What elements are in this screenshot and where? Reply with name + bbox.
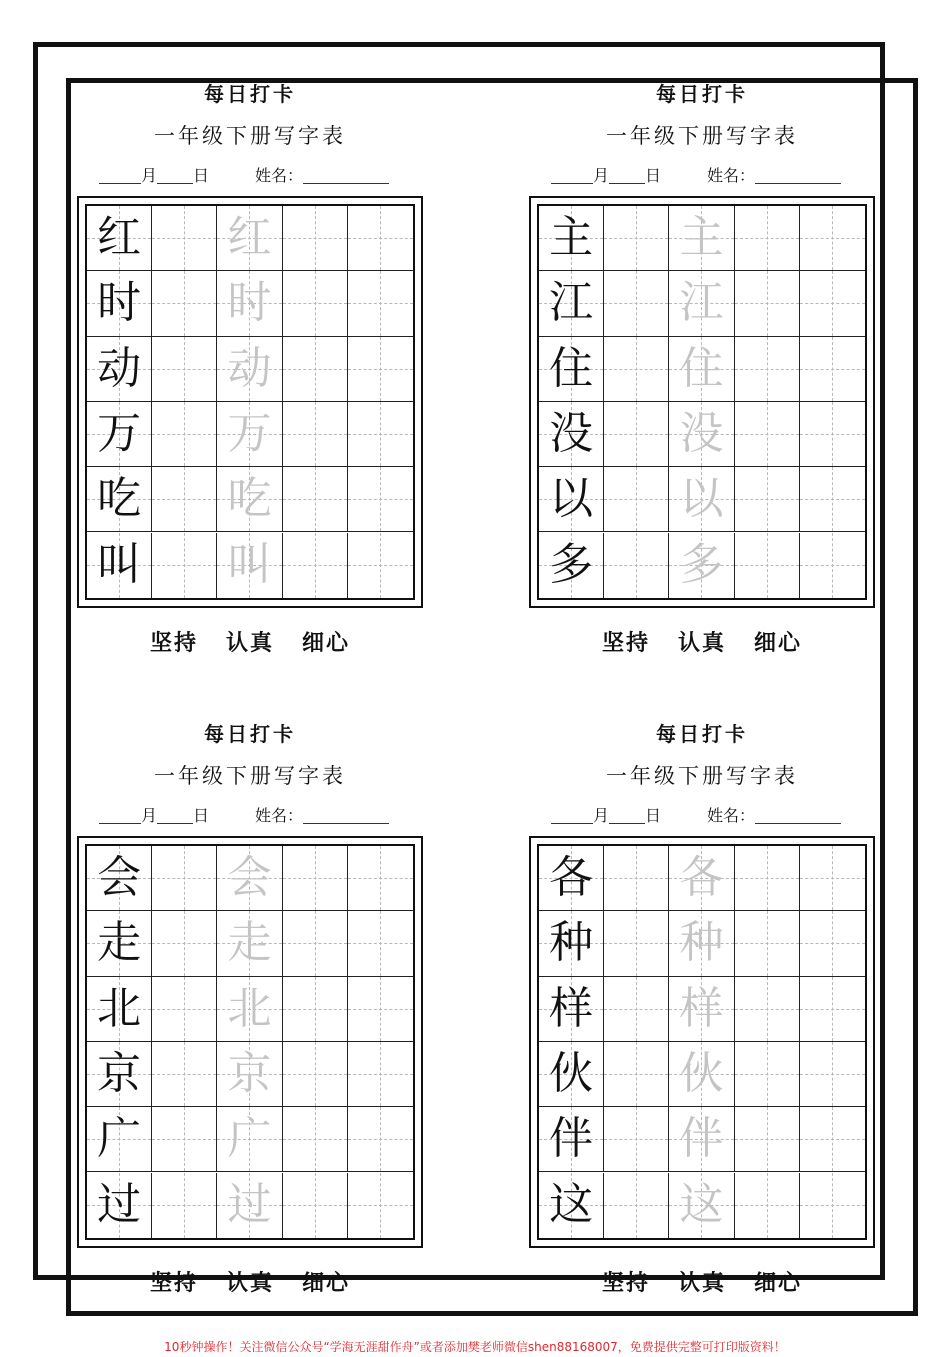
motto-word: 坚持: [601, 630, 650, 656]
writing-grid: [537, 204, 867, 600]
practice-cell[interactable]: [348, 1107, 413, 1172]
trace-character: 叫: [227, 538, 272, 590]
trace-char-cell: [669, 911, 734, 976]
practice-cell[interactable]: [800, 206, 865, 271]
grid-row: [87, 467, 413, 532]
practice-cell[interactable]: [735, 533, 800, 598]
model-char-cell: [539, 911, 604, 976]
model-character: 多: [549, 538, 594, 590]
practice-cell[interactable]: [348, 206, 413, 271]
model-char-cell: [87, 1173, 152, 1238]
trace-character: 万: [227, 407, 272, 459]
model-char-cell: [539, 271, 604, 336]
grid-row: [87, 977, 413, 1042]
name-label: 姓名：: [707, 806, 756, 825]
model-character: 叫: [97, 538, 142, 590]
grid-row: [87, 402, 413, 467]
grid-row: [539, 846, 865, 911]
grid-row: [539, 206, 865, 271]
model-char-cell: [87, 271, 152, 336]
grid-row: [87, 1042, 413, 1107]
motto-word: 认真: [225, 630, 274, 656]
practice-cell[interactable]: [735, 337, 800, 402]
trace-character: 红: [227, 212, 272, 263]
practice-cell[interactable]: [735, 271, 800, 336]
month-blank[interactable]: [551, 167, 593, 184]
name-blank[interactable]: [303, 807, 389, 824]
grid-row: [539, 1173, 865, 1238]
trace-character: 样: [679, 982, 724, 1034]
model-character: 以: [549, 473, 594, 525]
practice-cell[interactable]: [800, 1173, 865, 1238]
month-blank[interactable]: [99, 807, 141, 824]
month-label: 月: [593, 166, 610, 185]
practice-cell[interactable]: [348, 911, 413, 976]
practice-cell[interactable]: [283, 402, 348, 467]
grid-row: [539, 533, 865, 598]
name-label: 姓名：: [255, 806, 304, 825]
trace-character: 种: [679, 917, 724, 969]
motto-word: 细心: [754, 630, 803, 656]
practice-cell[interactable]: [604, 1107, 669, 1172]
name-blank[interactable]: [755, 807, 841, 824]
grid-row: [87, 911, 413, 976]
practice-cell[interactable]: [283, 467, 348, 532]
model-character: 伙: [549, 1047, 594, 1099]
model-char-cell: [87, 977, 152, 1042]
practice-cell[interactable]: [152, 977, 217, 1042]
grid-row: [539, 1042, 865, 1107]
day-label: 日: [193, 806, 210, 825]
trace-char-cell: [669, 1042, 734, 1107]
trace-char-cell: [217, 533, 282, 598]
practice-cell[interactable]: [604, 467, 669, 532]
practice-cell[interactable]: [604, 402, 669, 467]
motto-word: 认真: [677, 630, 726, 656]
trace-char-cell: [669, 1173, 734, 1238]
practice-cell[interactable]: [283, 1173, 348, 1238]
practice-cell[interactable]: [348, 533, 413, 598]
trace-character: 没: [679, 407, 724, 459]
trace-char-cell: [217, 337, 282, 402]
model-char-cell: [539, 1173, 604, 1238]
practice-cell[interactable]: [152, 337, 217, 402]
grid-row: [539, 337, 865, 402]
practice-cell[interactable]: [348, 337, 413, 402]
grid-row: [539, 1107, 865, 1172]
model-char-cell: [539, 1107, 604, 1172]
practice-cell[interactable]: [800, 533, 865, 598]
practice-cell[interactable]: [604, 533, 669, 598]
model-character: 动: [97, 342, 142, 394]
practice-cell[interactable]: [800, 1107, 865, 1172]
practice-cell[interactable]: [283, 911, 348, 976]
motto-word: 细心: [302, 630, 351, 656]
practice-cell[interactable]: [735, 402, 800, 467]
practice-cell[interactable]: [604, 1173, 669, 1238]
practice-cell[interactable]: [348, 1042, 413, 1107]
trace-char-cell: [669, 1107, 734, 1172]
trace-character: 北: [227, 982, 272, 1034]
practice-cell[interactable]: [604, 271, 669, 336]
date-name-line: [77, 164, 427, 188]
panel-subtitle: 一年级下册写字表: [154, 764, 346, 788]
motto-line: [529, 626, 875, 657]
model-char-cell: [539, 846, 604, 911]
practice-cell[interactable]: [735, 1173, 800, 1238]
writing-grid: [85, 844, 415, 1240]
practice-cell[interactable]: [283, 1107, 348, 1172]
practice-cell[interactable]: [735, 206, 800, 271]
grid-row: [539, 467, 865, 532]
model-character: 过: [97, 1178, 142, 1230]
model-character: 这: [549, 1178, 594, 1230]
date-name-line: [77, 804, 427, 828]
practice-cell[interactable]: [800, 467, 865, 532]
trace-character: 住: [679, 342, 724, 394]
practice-cell[interactable]: [348, 467, 413, 532]
name-label: 姓名：: [707, 166, 756, 185]
model-char-cell: [539, 533, 604, 598]
practice-cell[interactable]: [152, 271, 217, 336]
practice-cell[interactable]: [604, 337, 669, 402]
motto-line: [77, 1266, 423, 1297]
model-character: 伴: [549, 1113, 594, 1165]
grid-row: [87, 206, 413, 271]
month-label: 月: [141, 806, 158, 825]
writing-grid-frame: [529, 836, 875, 1248]
model-char-cell: [87, 1042, 152, 1107]
practice-cell[interactable]: [283, 977, 348, 1042]
practice-panel: [77, 82, 427, 690]
motto-word: 细心: [302, 1270, 351, 1296]
practice-cell[interactable]: [152, 1107, 217, 1172]
model-character: 时: [97, 277, 142, 329]
grid-row: [87, 337, 413, 402]
practice-cell[interactable]: [604, 846, 669, 911]
trace-char-cell: [669, 846, 734, 911]
trace-char-cell: [217, 1042, 282, 1107]
model-char-cell: [539, 402, 604, 467]
day-blank[interactable]: [609, 167, 645, 184]
practice-cell[interactable]: [152, 206, 217, 271]
practice-cell[interactable]: [283, 337, 348, 402]
writing-grid-frame: [77, 196, 423, 608]
practice-cell[interactable]: [604, 1042, 669, 1107]
practice-cell[interactable]: [735, 1107, 800, 1172]
name-blank[interactable]: [303, 167, 389, 184]
model-character: 会: [97, 852, 142, 903]
grid-row: [539, 977, 865, 1042]
practice-cell[interactable]: [152, 467, 217, 532]
motto-word: 认真: [225, 1270, 274, 1296]
grid-row: [539, 911, 865, 976]
grid-row: [87, 533, 413, 598]
model-character: 主: [549, 212, 594, 263]
trace-char-cell: [669, 337, 734, 402]
trace-char-cell: [217, 977, 282, 1042]
writing-grid-frame: [77, 836, 423, 1248]
trace-character: 多: [679, 538, 724, 590]
model-character: 没: [549, 407, 594, 459]
trace-character: 京: [227, 1047, 272, 1099]
footer-promo-text: 10秒钟操作！关注微信公众号“学海无涯甜作舟”或者添加樊老师微信shen88168007，免费提供完整可打印版资料！: [164, 1340, 786, 1354]
panel-subtitle: 一年级下册写字表: [606, 124, 798, 148]
day-label: 日: [645, 806, 662, 825]
motto-word: 坚持: [149, 630, 198, 656]
trace-char-cell: [669, 467, 734, 532]
practice-cell[interactable]: [800, 1042, 865, 1107]
day-blank[interactable]: [609, 807, 645, 824]
practice-cell[interactable]: [348, 1173, 413, 1238]
trace-char-cell: [669, 206, 734, 271]
model-character: 北: [97, 982, 142, 1034]
practice-cell[interactable]: [348, 402, 413, 467]
trace-character: 会: [227, 852, 272, 903]
practice-cell[interactable]: [604, 911, 669, 976]
model-char-cell: [539, 467, 604, 532]
panel-title: 每日打卡: [204, 722, 296, 746]
trace-character: 伴: [679, 1113, 724, 1165]
practice-cell[interactable]: [152, 533, 217, 598]
practice-panel: [529, 722, 879, 1330]
date-name-line: [529, 164, 879, 188]
model-character: 各: [549, 852, 594, 903]
model-character: 广: [97, 1113, 142, 1165]
motto-word: 认真: [677, 1270, 726, 1296]
panel-subtitle: 一年级下册写字表: [606, 764, 798, 788]
practice-cell[interactable]: [348, 846, 413, 911]
model-char-cell: [539, 1042, 604, 1107]
trace-character: 各: [679, 852, 724, 903]
trace-char-cell: [217, 1173, 282, 1238]
practice-cell[interactable]: [735, 977, 800, 1042]
practice-cell[interactable]: [283, 206, 348, 271]
trace-char-cell: [217, 271, 282, 336]
grid-row: [87, 271, 413, 336]
trace-character: 以: [679, 473, 724, 525]
model-character: 种: [549, 917, 594, 969]
practice-cell[interactable]: [735, 846, 800, 911]
trace-character: 动: [227, 342, 272, 394]
trace-char-cell: [669, 533, 734, 598]
practice-cell[interactable]: [152, 1042, 217, 1107]
day-label: 日: [645, 166, 662, 185]
motto-word: 坚持: [601, 1270, 650, 1296]
writing-grid: [85, 204, 415, 600]
trace-char-cell: [217, 206, 282, 271]
panel-title: 每日打卡: [204, 82, 296, 106]
practice-cell[interactable]: [735, 911, 800, 976]
model-character: 样: [549, 982, 594, 1034]
practice-cell[interactable]: [348, 271, 413, 336]
panel-subtitle: 一年级下册写字表: [154, 124, 346, 148]
model-character: 走: [97, 917, 142, 969]
practice-cell[interactable]: [152, 911, 217, 976]
practice-cell[interactable]: [283, 271, 348, 336]
model-character: 江: [549, 277, 594, 329]
trace-char-cell: [669, 271, 734, 336]
model-char-cell: [539, 337, 604, 402]
practice-panel: [77, 722, 427, 1330]
trace-character: 广: [227, 1113, 272, 1165]
practice-cell[interactable]: [735, 467, 800, 532]
trace-character: 时: [227, 277, 272, 329]
model-char-cell: [87, 402, 152, 467]
month-label: 月: [141, 166, 158, 185]
trace-char-cell: [217, 846, 282, 911]
model-char-cell: [87, 337, 152, 402]
trace-character: 吃: [227, 473, 272, 525]
practice-cell[interactable]: [800, 846, 865, 911]
practice-cell[interactable]: [800, 977, 865, 1042]
panel-title: 每日打卡: [656, 722, 748, 746]
grid-row: [539, 402, 865, 467]
trace-character: 这: [679, 1178, 724, 1230]
day-blank[interactable]: [157, 167, 193, 184]
practice-panel: [529, 82, 879, 690]
practice-cell[interactable]: [152, 846, 217, 911]
model-char-cell: [87, 911, 152, 976]
practice-cell[interactable]: [604, 206, 669, 271]
practice-cell[interactable]: [604, 977, 669, 1042]
practice-cell[interactable]: [283, 846, 348, 911]
practice-cell[interactable]: [800, 402, 865, 467]
trace-character: 主: [679, 212, 724, 263]
model-char-cell: [87, 467, 152, 532]
month-label: 月: [593, 806, 610, 825]
motto-word: 坚持: [149, 1270, 198, 1296]
name-label: 姓名：: [255, 166, 304, 185]
practice-cell[interactable]: [800, 911, 865, 976]
practice-cell[interactable]: [735, 1042, 800, 1107]
trace-character: 走: [227, 917, 272, 969]
month-blank[interactable]: [99, 167, 141, 184]
panel-title: 每日打卡: [656, 82, 748, 106]
motto-line: [529, 1266, 875, 1297]
model-char-cell: [87, 206, 152, 271]
model-character: 万: [97, 407, 142, 459]
practice-cell[interactable]: [348, 977, 413, 1042]
motto-line: [77, 626, 423, 657]
model-char-cell: [87, 533, 152, 598]
trace-char-cell: [217, 402, 282, 467]
trace-char-cell: [217, 911, 282, 976]
model-character: 住: [549, 342, 594, 394]
practice-cell[interactable]: [283, 1042, 348, 1107]
trace-char-cell: [217, 467, 282, 532]
trace-character: 江: [679, 277, 724, 329]
trace-char-cell: [217, 1107, 282, 1172]
model-char-cell: [87, 1107, 152, 1172]
grid-row: [87, 846, 413, 911]
model-char-cell: [87, 846, 152, 911]
grid-row: [87, 1173, 413, 1238]
model-character: 京: [97, 1047, 142, 1099]
name-blank[interactable]: [755, 167, 841, 184]
motto-word: 细心: [754, 1270, 803, 1296]
practice-cell[interactable]: [800, 271, 865, 336]
day-label: 日: [193, 166, 210, 185]
trace-character: 伙: [679, 1047, 724, 1099]
writing-grid: [537, 844, 867, 1240]
day-blank[interactable]: [157, 807, 193, 824]
model-char-cell: [539, 977, 604, 1042]
practice-cell[interactable]: [152, 1173, 217, 1238]
trace-char-cell: [669, 977, 734, 1042]
practice-cell[interactable]: [152, 402, 217, 467]
practice-cell[interactable]: [283, 533, 348, 598]
trace-char-cell: [669, 402, 734, 467]
practice-cell[interactable]: [800, 337, 865, 402]
month-blank[interactable]: [551, 807, 593, 824]
grid-row: [539, 271, 865, 336]
model-character: 吃: [97, 473, 142, 525]
model-char-cell: [539, 206, 604, 271]
grid-row: [87, 1107, 413, 1172]
trace-character: 过: [227, 1178, 272, 1230]
model-character: 红: [97, 212, 142, 263]
writing-grid-frame: [529, 196, 875, 608]
date-name-line: [529, 804, 879, 828]
